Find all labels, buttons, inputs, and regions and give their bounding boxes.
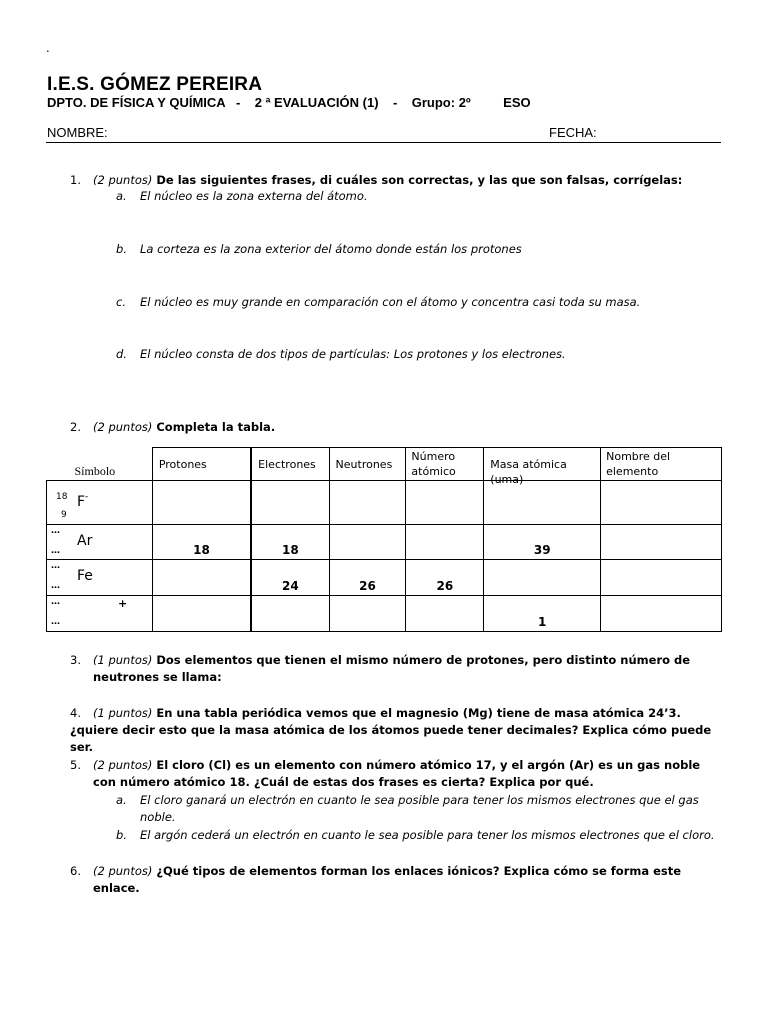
header-cell — [251, 448, 329, 481]
question-number: 4. — [70, 706, 81, 720]
header-cell — [601, 448, 722, 481]
question-statement: Completa la tabla. — [152, 420, 276, 434]
header-masa-atomica: Masa atómica (uma) — [490, 458, 567, 486]
department-line: DPTO. DE FÍSICA Y QUÍMICA - 2 ª EVALUACIÓN (1) - Grupo: 2º ESO — [47, 95, 531, 110]
value-numero-atomico: 26 — [436, 579, 454, 593]
question-statement: En una tabla periódica vemos que el magnesio (Mg) tiene de masa atómica 24’3. ¿quiere decir esto que la masa atómica de los átomos puede tener decimales? Explica cómo puede ser. — [70, 706, 712, 754]
cell-numero-atomico[interactable] — [406, 596, 484, 632]
question-number: 3. — [70, 653, 81, 667]
table-header-row — [47, 448, 722, 481]
atomic-number: 9 — [61, 510, 67, 520]
cell-nombre[interactable] — [601, 481, 722, 525]
cell-electrones[interactable] — [251, 596, 329, 632]
school-name: I.E.S. GÓMEZ PEREIRA — [47, 74, 263, 95]
question-3 — [0, 652, 768, 686]
cell-protones[interactable] — [152, 481, 251, 525]
header-cell — [406, 448, 484, 481]
header-rule — [46, 142, 721, 143]
cell-masa-atomica[interactable] — [484, 525, 601, 560]
question-points: (2 puntos) — [93, 864, 153, 878]
ion-charge: + — [118, 597, 128, 610]
cell-nombre[interactable] — [601, 560, 722, 596]
fecha-label: FECHA: — [549, 125, 597, 140]
header-neutrones: Neutrones — [335, 458, 393, 471]
symbol-cell — [47, 560, 153, 596]
cell-neutrones[interactable] — [329, 596, 406, 632]
symbol-header-cell — [47, 448, 153, 481]
item-text: La corteza es la zona exterior del átomo donde están los protones — [140, 242, 522, 256]
header-protones: Protones — [158, 458, 207, 471]
question-text — [93, 419, 723, 436]
item-letter: a. — [116, 793, 127, 807]
cell-masa-atomica[interactable] — [484, 596, 601, 632]
symbol-cell — [47, 596, 153, 632]
element-symbol: Fe — [77, 568, 93, 584]
cell-protones[interactable] — [152, 525, 251, 560]
question-text — [93, 172, 723, 189]
table-row — [47, 596, 722, 632]
question-1 — [0, 172, 768, 189]
atomic-number-placeholder: … — [51, 546, 60, 556]
cell-masa-atomica[interactable] — [484, 560, 601, 596]
item-letter: b. — [116, 242, 127, 256]
cell-electrones[interactable] — [251, 560, 329, 596]
cell-electrones[interactable] — [251, 525, 329, 560]
cell-electrones[interactable] — [251, 481, 329, 525]
question-statement: Dos elementos que tienen el mismo número de protones, pero distinto número de neutrones se llama: — [93, 653, 691, 684]
symbol-cell — [47, 481, 153, 525]
nombre-label: NOMBRE: — [47, 125, 108, 140]
question-2 — [0, 419, 768, 436]
cell-protones[interactable] — [152, 596, 251, 632]
value-masa: 1 — [538, 615, 547, 629]
cell-protones[interactable] — [152, 560, 251, 596]
value-protones: 18 — [193, 543, 210, 557]
table-row — [47, 525, 722, 560]
question-number: 6. — [70, 864, 81, 878]
cell-numero-atomico[interactable] — [406, 560, 484, 596]
cell-neutrones[interactable] — [329, 560, 406, 596]
question-points: (2 puntos) — [93, 173, 153, 187]
item-text: El núcleo es la zona externa del átomo. — [140, 189, 368, 203]
item-text: El núcleo es muy grande en comparación con el átomo y concentra casi toda su masa. — [140, 295, 641, 309]
question-5 — [0, 757, 768, 791]
cell-neutrones[interactable] — [329, 525, 406, 560]
table-row — [47, 481, 722, 525]
question-6 — [0, 863, 768, 895]
question-points: (1 puntos) — [93, 653, 153, 667]
symbol-header: Símbolo — [74, 463, 116, 478]
mass-number: 18 — [56, 492, 68, 502]
cell-masa-atomica[interactable] — [484, 481, 601, 525]
header-electrones: Electrones — [258, 458, 316, 471]
question-statement: ¿Qué tipos de elementos forman los enlaces iónicos? Explica cómo se forma este enlace. — [93, 864, 682, 895]
header-cell — [484, 448, 601, 486]
item-letter: d. — [116, 347, 127, 361]
question-statement: De las siguientes frases, di cuáles son correctas, y las que son falsas, corrígelas: — [152, 173, 683, 187]
cell-neutrones[interactable] — [329, 481, 406, 525]
header-cell — [329, 448, 406, 481]
value-masa: 39 — [533, 543, 551, 557]
cell-nombre[interactable] — [601, 525, 722, 560]
header-numero-atomico: Número atómico — [411, 450, 456, 478]
question-points: (1 puntos) — [93, 706, 153, 720]
item-letter: a. — [116, 189, 127, 203]
value-neutrones: 26 — [359, 579, 376, 593]
value-electrones: 24 — [282, 579, 299, 593]
element-symbol: F — [77, 494, 86, 510]
header-cell — [152, 448, 251, 481]
question-text — [93, 863, 723, 897]
question-text — [70, 705, 720, 756]
question-number: 1. — [70, 173, 81, 187]
question-4 — [0, 705, 768, 754]
cell-numero-atomico[interactable] — [406, 481, 484, 525]
mass-number-placeholder: … — [51, 526, 60, 536]
question-text — [93, 652, 723, 686]
question-text — [93, 757, 723, 791]
atomic-number-placeholder: … — [51, 581, 60, 591]
question-statement: El cloro (Cl) es un elemento con número atómico 17, y el argón (Ar) es un gas noble con número atómico 18. ¿Cuál de estas dos frases es cierta? Explica por qué. — [93, 758, 701, 789]
cell-nombre[interactable] — [601, 596, 722, 632]
item-letter: b. — [116, 828, 127, 842]
mass-number-placeholder: … — [51, 561, 60, 571]
item-text: El argón cederá un electrón en cuanto le sea posible para tener los mismos electrones que el cloro. — [140, 828, 715, 842]
element-symbol: Ar — [77, 533, 93, 549]
symbol-cell — [47, 525, 153, 560]
table-row — [47, 560, 722, 596]
atomic-number-placeholder: … — [51, 617, 60, 627]
item-letter: c. — [116, 295, 126, 309]
value-electrones: 18 — [282, 543, 299, 557]
mass-number-placeholder: … — [51, 597, 60, 607]
cell-numero-atomico[interactable] — [406, 525, 484, 560]
item-text: El cloro ganará un electrón en cuanto le sea posible para tener los mismos electrones que el gas noble. — [140, 793, 699, 824]
header-nombre-elemento: Nombre del elemento — [606, 450, 671, 478]
question-number: 2. — [70, 420, 81, 434]
question-points: (2 puntos) — [93, 758, 153, 772]
atoms-table — [46, 447, 722, 632]
corner-dot: . — [46, 40, 50, 55]
question-number: 5. — [70, 758, 81, 772]
ion-charge: - — [85, 492, 89, 502]
item-text: El núcleo consta de dos tipos de partículas: Los protones y los electrones. — [140, 347, 566, 361]
question-points: (2 puntos) — [93, 420, 153, 434]
